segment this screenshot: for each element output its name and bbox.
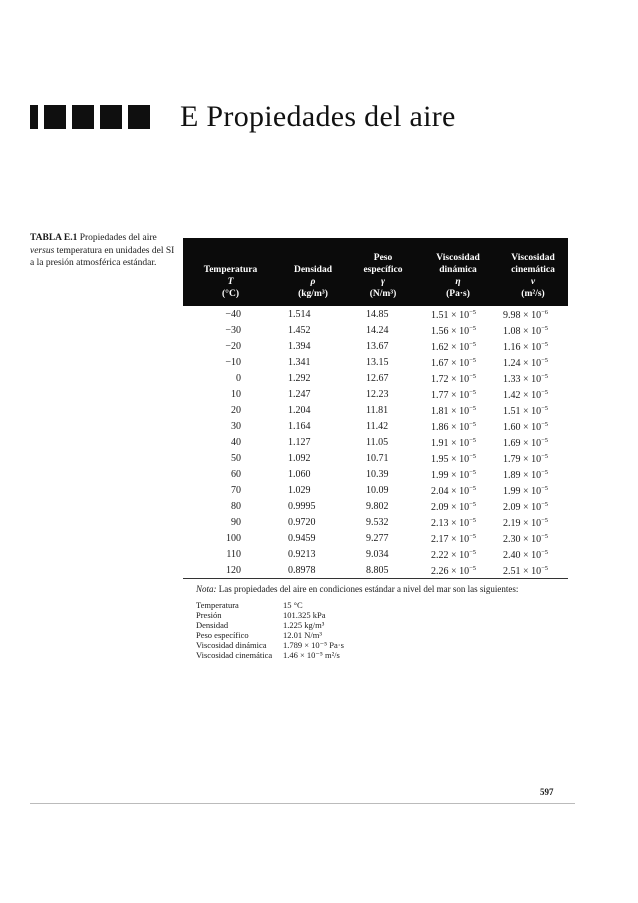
cell-temperature: 120 <box>226 565 241 576</box>
table-row <box>183 466 568 482</box>
mantissa: 1.51 × 10 <box>431 310 470 321</box>
mantissa: 1.60 × 10 <box>503 422 542 433</box>
cell-density: 1.514 <box>288 309 311 320</box>
column-header-dynamic-viscosity <box>418 238 498 306</box>
cell-dynamic-viscosity <box>431 501 476 513</box>
cell-density: 1.394 <box>288 341 311 352</box>
cell-dynamic-viscosity <box>431 341 476 353</box>
cell-density: 1.204 <box>288 405 311 416</box>
exponent: −5 <box>469 437 477 444</box>
cell-dynamic-viscosity <box>431 405 476 417</box>
header-line1: Viscosidad <box>436 253 480 263</box>
mantissa: 1.62 × 10 <box>431 342 470 353</box>
cell-kinematic-viscosity <box>503 485 548 497</box>
cell-specific-weight: 9.802 <box>366 501 389 512</box>
header-symbol: ν <box>530 277 536 287</box>
page-number: 597 <box>540 787 554 797</box>
cell-temperature: −20 <box>225 341 241 352</box>
exponent: −5 <box>469 373 477 380</box>
exponent: −5 <box>469 421 477 428</box>
mantissa: 1.99 × 10 <box>503 486 542 497</box>
header-line2: dinámica <box>439 265 477 275</box>
header-unit: (Pa·s) <box>446 289 470 299</box>
exponent: −5 <box>469 325 477 332</box>
mantissa: 2.40 × 10 <box>503 550 542 561</box>
cell-specific-weight: 14.85 <box>366 309 389 320</box>
exponent: −5 <box>469 517 477 524</box>
table-row <box>183 402 568 418</box>
cell-kinematic-viscosity <box>503 325 548 337</box>
mantissa: 1.95 × 10 <box>431 454 470 465</box>
mantissa: 2.17 × 10 <box>431 534 470 545</box>
cell-temperature: 10 <box>231 389 241 400</box>
mantissa: 1.79 × 10 <box>503 454 542 465</box>
cell-kinematic-viscosity <box>503 389 548 401</box>
header-line2: Densidad <box>293 265 332 275</box>
cell-specific-weight: 11.05 <box>366 437 389 448</box>
header-line1: Viscosidad <box>511 253 555 263</box>
cell-kinematic-viscosity <box>503 469 548 481</box>
cell-density: 1.341 <box>288 357 311 368</box>
header-unit: (N/m³) <box>369 289 397 299</box>
cell-temperature: −30 <box>225 325 241 336</box>
cell-kinematic-viscosity <box>503 517 548 529</box>
header-unit: (°C) <box>222 289 239 299</box>
cell-temperature: 20 <box>231 405 241 416</box>
cell-kinematic-viscosity <box>503 309 548 321</box>
list-item <box>196 610 516 620</box>
cell-specific-weight: 10.71 <box>366 453 389 464</box>
cell-temperature: 50 <box>231 453 241 464</box>
cell-specific-weight: 8.805 <box>366 565 389 576</box>
list-item <box>196 640 516 650</box>
exponent: −5 <box>541 437 549 444</box>
table-row <box>183 562 568 578</box>
caption-versus: versus <box>30 245 55 256</box>
cell-temperature: 40 <box>231 437 241 448</box>
cell-density: 1.164 <box>288 421 311 432</box>
exponent: −5 <box>541 325 549 332</box>
cell-temperature: 30 <box>231 421 241 432</box>
column-header-kinematic-viscosity <box>498 238 568 306</box>
cell-temperature: −40 <box>225 309 241 320</box>
property-name: Densidad <box>196 620 229 630</box>
table-label: TABLA E.1 <box>30 233 78 243</box>
cell-temperature: 100 <box>226 533 241 544</box>
chapter-title: E Propiedades del aire <box>180 100 456 133</box>
cell-specific-weight: 13.15 <box>366 357 389 368</box>
cell-specific-weight: 11.81 <box>366 405 389 416</box>
list-item <box>196 620 516 630</box>
header-symbol: ρ <box>310 277 316 287</box>
cell-dynamic-viscosity <box>431 517 476 529</box>
exponent: −5 <box>541 405 549 412</box>
mantissa: 2.30 × 10 <box>503 534 542 545</box>
list-item <box>196 600 516 610</box>
cell-density: 0.9995 <box>288 501 316 512</box>
cell-dynamic-viscosity <box>431 357 476 369</box>
cell-specific-weight: 9.034 <box>366 549 389 560</box>
column-header-density <box>278 238 348 306</box>
cell-specific-weight: 12.67 <box>366 373 389 384</box>
table-row <box>183 322 568 338</box>
table-row <box>183 514 568 530</box>
cell-kinematic-viscosity <box>503 437 548 449</box>
exponent: −5 <box>541 565 549 572</box>
property-value: 1.225 kg/m³ <box>283 620 325 630</box>
mantissa: 1.08 × 10 <box>503 326 542 337</box>
cell-dynamic-viscosity <box>431 373 476 385</box>
marker-block <box>100 105 122 129</box>
cell-dynamic-viscosity <box>431 389 476 401</box>
mantissa: 1.33 × 10 <box>503 374 542 385</box>
table-row <box>183 418 568 434</box>
cell-density: 1.292 <box>288 373 311 384</box>
mantissa: 1.56 × 10 <box>431 326 470 337</box>
header-line2: cinemática <box>511 265 555 275</box>
footer-rule <box>30 803 575 804</box>
table-row <box>183 434 568 450</box>
table-note <box>196 584 518 594</box>
exponent: −5 <box>541 357 549 364</box>
property-name: Presión <box>196 610 222 620</box>
cell-dynamic-viscosity <box>431 309 476 321</box>
standard-properties-list <box>196 600 516 660</box>
mantissa: 9.98 × 10 <box>503 310 542 321</box>
table-row <box>183 370 568 386</box>
exponent: −5 <box>541 469 549 476</box>
cell-dynamic-viscosity <box>431 453 476 465</box>
cell-density: 1.247 <box>288 389 311 400</box>
mantissa: 1.77 × 10 <box>431 390 470 401</box>
exponent: −5 <box>469 357 477 364</box>
property-name: Temperatura <box>196 600 239 610</box>
cell-kinematic-viscosity <box>503 357 548 369</box>
property-value: 1.789 × 10⁻⁵ Pa·s <box>283 640 344 650</box>
marker-block <box>128 105 150 129</box>
cell-density: 1.060 <box>288 469 311 480</box>
marker-block <box>44 105 66 129</box>
exponent: −5 <box>541 373 549 380</box>
chapter-marker-blocks <box>30 105 150 129</box>
mantissa: 1.81 × 10 <box>431 406 470 417</box>
cell-dynamic-viscosity <box>431 469 476 481</box>
table-caption <box>30 232 180 270</box>
cell-specific-weight: 10.39 <box>366 469 389 480</box>
exponent: −5 <box>541 421 549 428</box>
exponent: −5 <box>469 309 477 316</box>
note-label: Nota: <box>196 584 217 594</box>
table-header <box>183 238 568 306</box>
header-unit: (kg/m³) <box>298 289 328 299</box>
exponent: −5 <box>469 341 477 348</box>
header-line1: Peso <box>373 253 393 263</box>
cell-kinematic-viscosity <box>503 533 548 545</box>
cell-specific-weight: 12.23 <box>366 389 389 400</box>
header-line2: específico <box>363 265 403 275</box>
mantissa: 2.09 × 10 <box>503 502 542 513</box>
mantissa: 2.51 × 10 <box>503 566 542 577</box>
cell-temperature: 70 <box>231 485 241 496</box>
property-name: Viscosidad dinámica <box>196 640 267 650</box>
mantissa: 1.42 × 10 <box>503 390 542 401</box>
table-row <box>183 546 568 562</box>
cell-density: 1.092 <box>288 453 311 464</box>
exponent: −5 <box>469 389 477 396</box>
mantissa: 1.72 × 10 <box>431 374 470 385</box>
header-unit: (m²/s) <box>521 289 545 299</box>
mantissa: 1.51 × 10 <box>503 406 542 417</box>
exponent: −5 <box>469 453 477 460</box>
exponent: −5 <box>469 501 477 508</box>
mantissa: 2.04 × 10 <box>431 486 470 497</box>
mantissa: 1.91 × 10 <box>431 438 470 449</box>
mantissa: 2.26 × 10 <box>431 566 470 577</box>
cell-temperature: 60 <box>231 469 241 480</box>
caption-text-1: Propiedades del aire <box>77 233 157 243</box>
marker-block <box>72 105 94 129</box>
property-value: 101.325 kPa <box>283 610 326 620</box>
cell-temperature: 110 <box>226 549 241 560</box>
exponent: −5 <box>541 533 549 540</box>
cell-kinematic-viscosity <box>503 405 548 417</box>
cell-kinematic-viscosity <box>503 341 548 353</box>
cell-specific-weight: 13.67 <box>366 341 389 352</box>
exponent: −5 <box>541 549 549 556</box>
cell-density: 1.127 <box>288 437 311 448</box>
cell-density: 0.9213 <box>288 549 316 560</box>
cell-kinematic-viscosity <box>503 501 548 513</box>
header-symbol: T <box>227 277 234 287</box>
property-value: 1.46 × 10⁻⁵ m²/s <box>283 650 340 660</box>
cell-kinematic-viscosity <box>503 453 548 465</box>
exponent: −5 <box>541 517 549 524</box>
cell-kinematic-viscosity <box>503 549 548 561</box>
cell-dynamic-viscosity <box>431 565 476 577</box>
cell-specific-weight: 14.24 <box>366 325 389 336</box>
table-bottom-rule <box>183 578 568 579</box>
exponent: −5 <box>469 565 477 572</box>
note-text: Las propiedades del aire en condiciones estándar a nivel del mar son las siguientes: <box>216 584 519 594</box>
exponent: −5 <box>469 549 477 556</box>
cell-temperature: 0 <box>236 373 241 384</box>
cell-density: 0.9720 <box>288 517 316 528</box>
header-symbol: γ <box>381 277 385 287</box>
table-row <box>183 338 568 354</box>
cell-kinematic-viscosity <box>503 373 548 385</box>
header-symbol: η <box>455 277 461 287</box>
header-line2: Temperatura <box>203 265 258 275</box>
cell-density: 0.8978 <box>288 565 316 576</box>
mantissa: 1.24 × 10 <box>503 358 542 369</box>
marker-block <box>30 105 38 129</box>
mantissa: 1.69 × 10 <box>503 438 542 449</box>
cell-density: 0.9459 <box>288 533 316 544</box>
table-row <box>183 354 568 370</box>
mantissa: 1.86 × 10 <box>431 422 470 433</box>
mantissa: 1.67 × 10 <box>431 358 470 369</box>
cell-kinematic-viscosity <box>503 421 548 433</box>
column-header-temperature <box>183 238 278 306</box>
table-row <box>183 482 568 498</box>
mantissa: 1.99 × 10 <box>431 470 470 481</box>
column-header-specific-weight <box>348 238 418 306</box>
cell-dynamic-viscosity <box>431 421 476 433</box>
table-row <box>183 498 568 514</box>
mantissa: 2.19 × 10 <box>503 518 542 529</box>
exponent: −5 <box>541 389 549 396</box>
property-name: Peso específico <box>196 630 249 640</box>
cell-dynamic-viscosity <box>431 437 476 449</box>
cell-specific-weight: 10.09 <box>366 485 389 496</box>
exponent: −5 <box>469 485 477 492</box>
exponent: −5 <box>541 501 549 508</box>
exponent: −5 <box>541 341 549 348</box>
cell-dynamic-viscosity <box>431 325 476 337</box>
exponent: −5 <box>469 533 477 540</box>
cell-kinematic-viscosity <box>503 565 548 577</box>
mantissa: 1.16 × 10 <box>503 342 542 353</box>
property-name: Viscosidad cinemática <box>196 650 273 660</box>
cell-dynamic-viscosity <box>431 549 476 561</box>
cell-dynamic-viscosity <box>431 485 476 497</box>
exponent: −5 <box>469 469 477 476</box>
exponent: −5 <box>541 453 549 460</box>
table-row <box>183 450 568 466</box>
property-value: 12.01 N/m³ <box>283 630 322 640</box>
table-row <box>183 530 568 546</box>
cell-temperature: −10 <box>225 357 241 368</box>
mantissa: 2.13 × 10 <box>431 518 470 529</box>
mantissa: 2.09 × 10 <box>431 502 470 513</box>
exponent: −6 <box>541 309 549 316</box>
mantissa: 2.22 × 10 <box>431 550 470 561</box>
list-item <box>196 630 516 640</box>
property-value: 15 °C <box>283 600 303 610</box>
exponent: −5 <box>469 405 477 412</box>
exponent: −5 <box>541 485 549 492</box>
table-row <box>183 386 568 402</box>
table-row <box>183 306 568 322</box>
chapter-header <box>30 100 456 134</box>
caption-text-2: temperatura en unidades del SI a la presión atmosférica estándar. <box>30 245 175 268</box>
cell-density: 1.029 <box>288 485 311 496</box>
cell-temperature: 90 <box>231 517 241 528</box>
cell-specific-weight: 9.277 <box>366 533 389 544</box>
table-body <box>183 306 568 578</box>
cell-temperature: 80 <box>231 501 241 512</box>
cell-dynamic-viscosity <box>431 533 476 545</box>
mantissa: 1.89 × 10 <box>503 470 542 481</box>
cell-specific-weight: 9.532 <box>366 517 389 528</box>
cell-density: 1.452 <box>288 325 311 336</box>
cell-specific-weight: 11.42 <box>366 421 389 432</box>
list-item <box>196 650 516 660</box>
